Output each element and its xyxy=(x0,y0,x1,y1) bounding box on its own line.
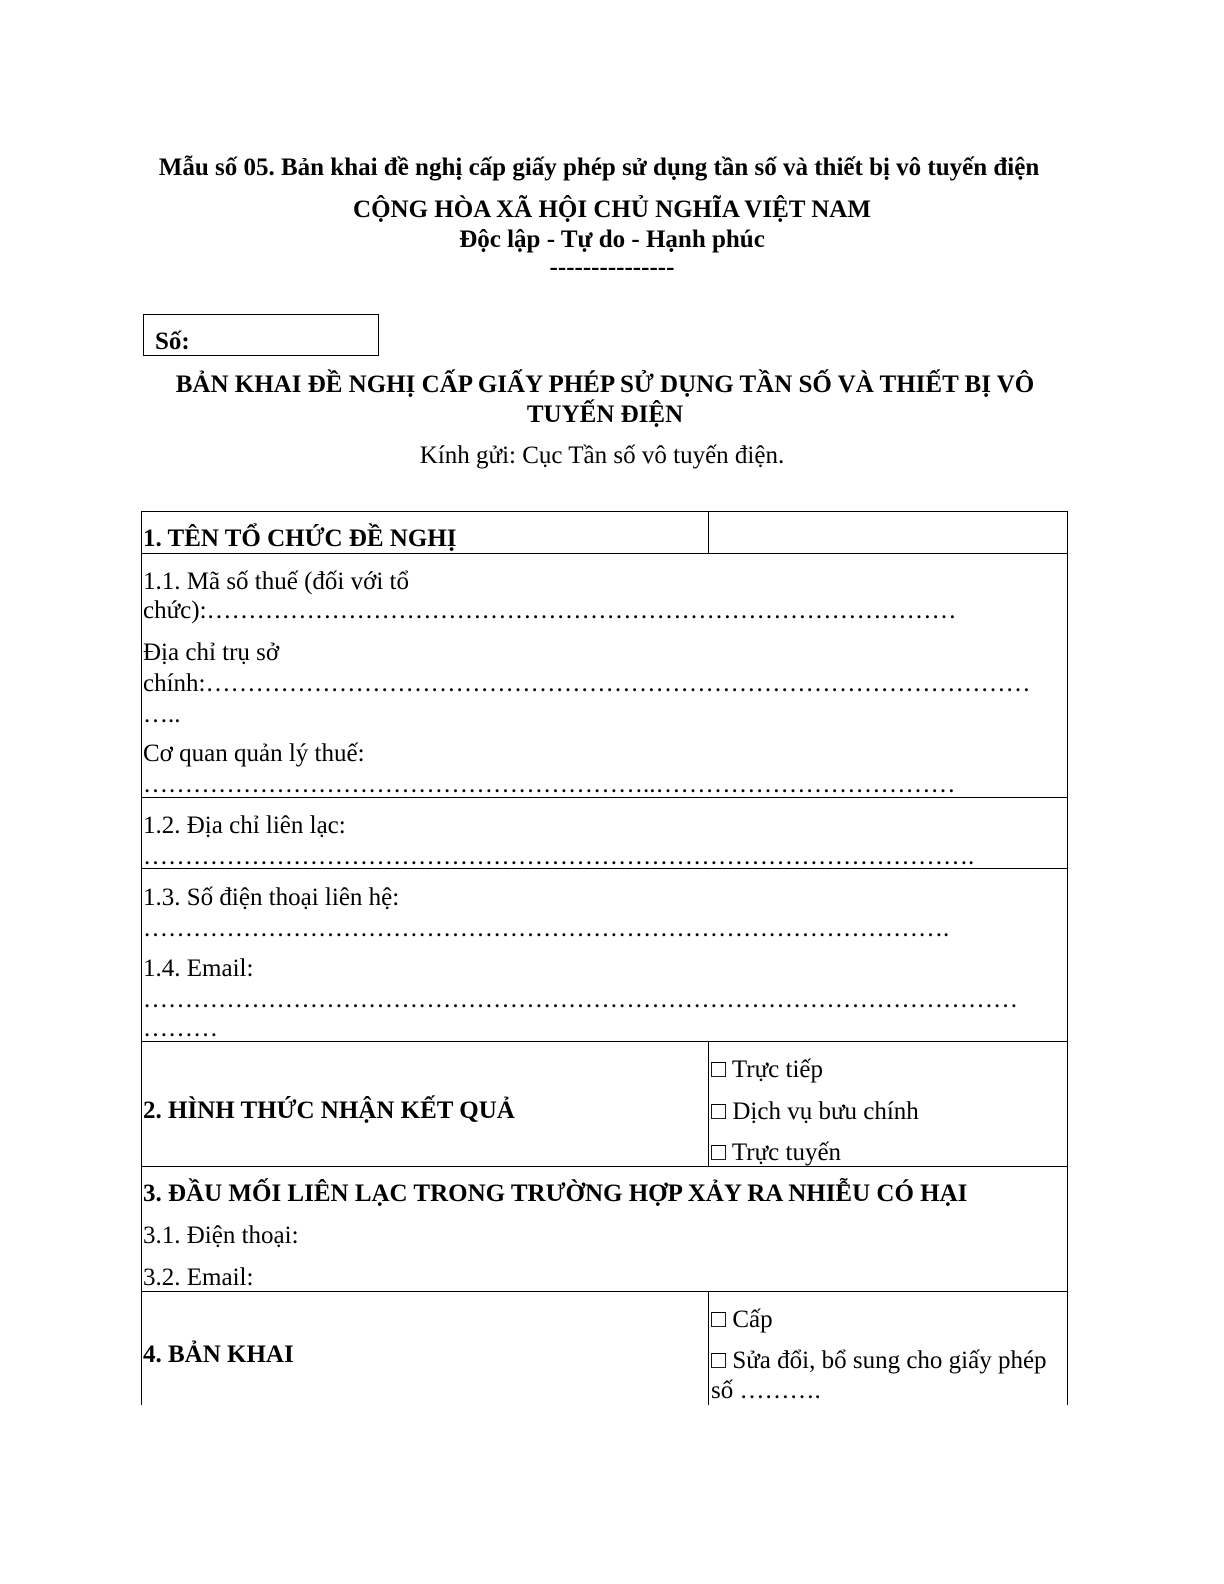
row-divider xyxy=(141,553,1068,554)
table-border-right xyxy=(1067,511,1068,1405)
option-amend-checkbox[interactable]: □ Sửa đổi, bổ sung cho giấy phép xyxy=(711,1347,1047,1374)
section4-title: 4. BẢN KHAI xyxy=(143,1341,294,1368)
section1-title: 1. TÊN TỔ CHỨC ĐỀ NGHỊ xyxy=(143,525,457,552)
amend-license-number-field[interactable]: số ………. xyxy=(711,1377,821,1404)
document-number-label: Số: xyxy=(155,328,190,355)
phone-field[interactable]: ……………………………………………………………………………………. xyxy=(143,915,950,942)
email-label: 1.4. Email: xyxy=(143,955,254,982)
section2-title: 2. HÌNH THỨC NHẬN KẾT QUẢ xyxy=(143,1097,515,1124)
row-divider xyxy=(141,1291,1068,1292)
interference-phone-field[interactable]: 3.1. Điện thoại: xyxy=(143,1222,299,1249)
main-title xyxy=(140,370,1070,430)
head-office-field-cont[interactable]: ….. xyxy=(143,701,181,728)
option-postal-checkbox[interactable]: □ Dịch vụ bưu chính xyxy=(711,1098,919,1125)
head-office-label: Địa chỉ trụ sở xyxy=(143,639,280,666)
column-divider xyxy=(708,1041,709,1166)
national-motto: Độc lập - Tự do - Hạnh phúc xyxy=(459,226,765,253)
document-number-box[interactable] xyxy=(143,314,379,356)
table-border-left xyxy=(141,511,142,1405)
tax-code-field[interactable]: chức):……………………………………………………………………………… xyxy=(143,597,957,624)
main-title-line2: TUYẾN ĐIỆN xyxy=(526,401,684,428)
contact-address-field[interactable]: ………………………………………………………………………………………. xyxy=(143,843,975,870)
tax-code-label: 1.1. Mã số thuế (đối với tổ xyxy=(143,568,409,595)
main-title-line1: BẢN KHAI ĐỀ NGHỊ CẤP GIẤY PHÉP SỬ DỤNG TẦN SỐ VÀ THIẾT BỊ VÔ xyxy=(175,371,1035,398)
recipient-line: Kính gửi: Cục Tần số vô tuyến điện. xyxy=(419,442,785,469)
interference-email-field[interactable]: 3.2. Email: xyxy=(143,1264,254,1291)
contact-address-label: 1.2. Địa chỉ liên lạc: xyxy=(143,812,346,839)
section3-title: 3. ĐẦU MỐI LIÊN LẠC TRONG TRƯỜNG HỢP XẢY RA NHIỄU CÓ HẠI xyxy=(143,1180,968,1207)
form-number-title: Mẫu số 05. Bản khai đề nghị cấp giấy phép sử dụng tần số và thiết bị vô tuyến điện xyxy=(158,154,1040,181)
option-in-person-checkbox[interactable]: □ Trực tiếp xyxy=(711,1056,823,1083)
row-divider xyxy=(141,1041,1068,1042)
phone-label: 1.3. Số điện thoại liên hệ: xyxy=(143,884,400,911)
organization-name-field[interactable] xyxy=(709,512,1067,553)
tax-office-label: Cơ quan quản lý thuế: xyxy=(143,740,365,767)
header-separator: --------------- xyxy=(549,254,675,281)
nation-name: CỘNG HÒA XÃ HỘI CHỦ NGHĨA VIỆT NAM xyxy=(353,196,871,223)
tax-office-field[interactable]: ……………………………………………………..……………………………… xyxy=(143,771,956,798)
email-field-cont[interactable]: ……… xyxy=(143,1015,218,1042)
row-divider xyxy=(141,1166,1068,1167)
head-office-field[interactable]: chính:……………………………………………………………………………………… xyxy=(143,670,1031,697)
option-online-checkbox[interactable]: □ Trực tuyến xyxy=(711,1139,842,1166)
column-divider xyxy=(708,1291,709,1405)
option-issue-checkbox[interactable]: □ Cấp xyxy=(711,1306,773,1333)
email-field[interactable]: …………………………………………………………………………………………… xyxy=(143,986,1018,1013)
